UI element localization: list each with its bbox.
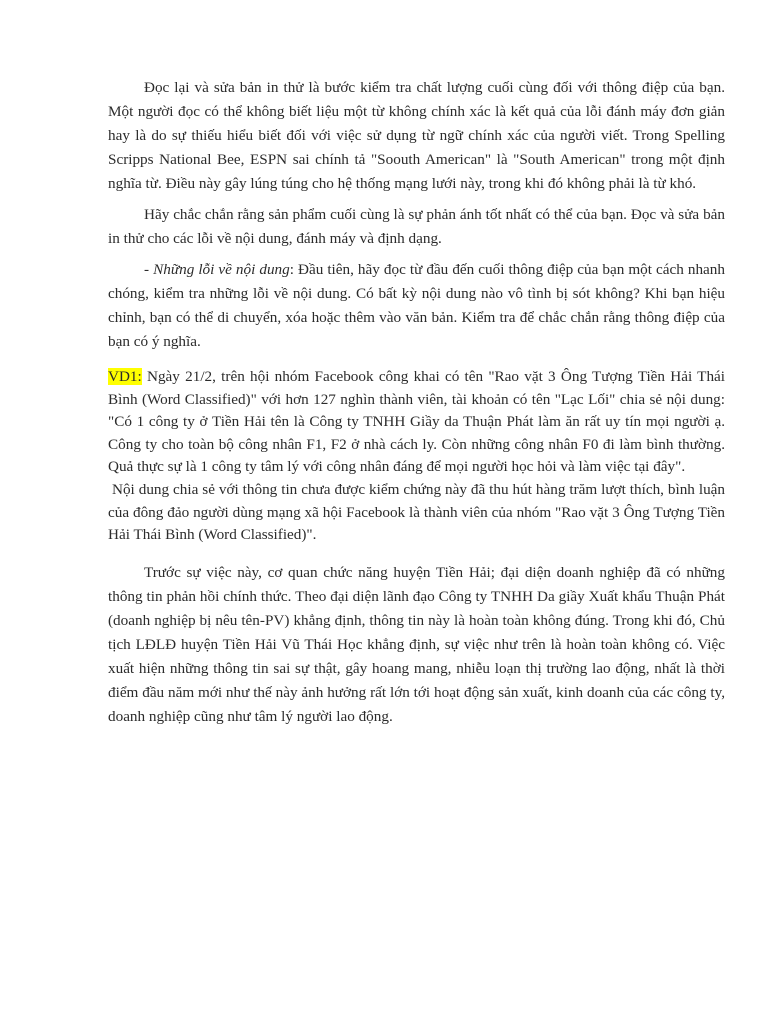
paragraph-proofreading-intro: Đọc lại và sửa bản in thử là bước kiểm tra chất lượng cuối cùng đối với thông điệp của bạn. Một người đọc có thể không biết liệu một từ không chính xác là kết quả của lỗi đánh máy đơn giản hay là do sự thiếu hiểu biết đối với việc sử dụng từ ngữ chính xác của người viết. Trong Spelling Scripps National Bee, ESPN sai chính tả "Soouth American" là "South American" trong một định nghĩa từ. Điều này gây lúng túng cho hệ thống mạng lưới này, trong khi đó không phải là từ khó. [108, 79, 725, 192]
example-block [108, 366, 725, 547]
paragraph-official-response: Trước sự việc này, cơ quan chức năng huyện Tiền Hải; đại diện doanh nghiệp đã có những thông tin phản hồi chính thức. Theo đại diện lãnh đạo Công ty TNHH Da giầy Xuất khẩu Thuận Phát (doanh nghiệp bị nêu tên-PV) khẳng định, thông tin này là hoàn toàn không đúng. Trong khi đó, Chủ tịch LĐLĐ huyện Tiền Hải Vũ Thái Học khẳng định, sự việc như trên là hoàn toàn không có. Việc xuất hiện những thông tin sai sự thật, gây hoang mang, nhiễu loạn thị trường lao động, nhất là thời điểm đầu năm mới như thế này ảnh hưởng rất lớn tới hoạt động sản xuất, kinh doanh của các công ty, doanh nghiệp cũng như tâm lý người lao động. [108, 563, 725, 725]
example-label: VD1: [108, 368, 142, 385]
paragraph-shared-content: Nội dung chia sẻ với thông tin chưa được kiểm chứng này đã thu hút hàng trăm lượt thích, bình luận của đông đảo người dùng mạng xã hội Facebook là thành viên của nhóm "Rao vặt 3 Ông Tượng Tiền Hải Thái Bình (Word Classified)". [108, 480, 725, 544]
example-text: Ngày 21/2, trên hội nhóm Facebook công khai có tên "Rao vặt 3 Ông Tượng Tiền Hải Thái Bình (Word Classified)" với hơn 127 nghìn thành viên, tài khoản có tên "Lạc Lối" chia sẻ nội dung: "Có 1 công ty ở Tiền Hải tên là Công ty TNHH Giầy da Thuận Phát làm ăn rất uy tín mọi người ạ. Công ty cho toàn bộ công nhân F1, F2 ở nhà cách ly. Còn những công nhân F0 đi làm bình thường. Quả thực sự là 1 công ty tâm lý với công nhân đáng để mọi người học hỏi và làm việc tại đây". [108, 368, 725, 476]
document-page [108, 76, 725, 736]
paragraph-content-errors [108, 258, 725, 354]
paragraph-final-product: Hãy chắc chắn rằng sản phẩm cuối cùng là sự phản ánh tốt nhất có thể của bạn. Đọc và sửa bản in thử cho các lỗi về nội dung, đánh máy và định dạng. [108, 206, 725, 247]
paragraph-example-1 [108, 366, 725, 479]
content-errors-heading: - Những lỗi về nội dung [144, 261, 290, 278]
content-errors-text: : Đầu tiên, hãy đọc từ đầu đến cuối thông điệp của bạn một cách nhanh chóng, kiểm tra những lỗi về nội dung. Có bất kỳ nội dung nào vô tình bị sót không? Khi bạn hiệu chỉnh, bạn có thể di chuyển, xóa hoặc thêm vào văn bản. Kiểm tra để chắc chắn rằng thông điệp của bạn có ý nghĩa. [108, 261, 725, 350]
